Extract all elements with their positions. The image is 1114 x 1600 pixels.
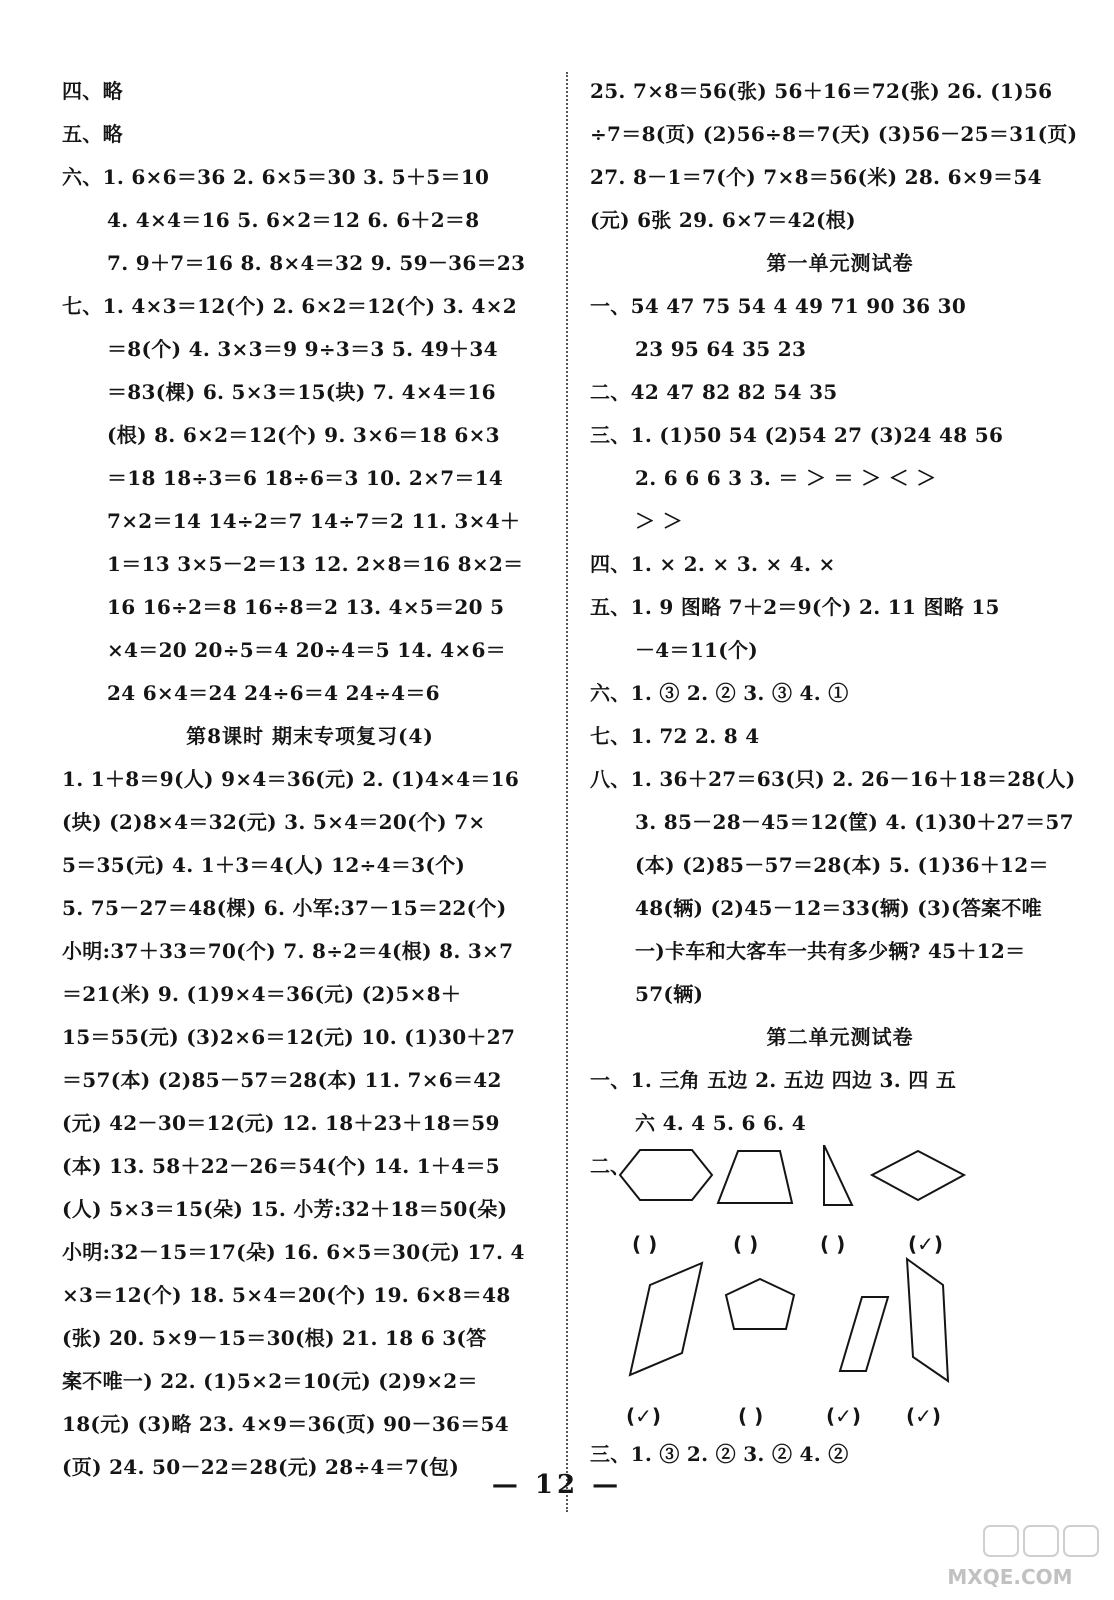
answer-line: 三、1. (1)50 54 (2)54 27 (3)24 48 56 — [590, 423, 1004, 447]
column-divider — [566, 72, 568, 1512]
quadrilateral-shape — [907, 1259, 948, 1381]
answer-line: 57(辆) — [635, 982, 704, 1006]
shapes-figure — [590, 1145, 1090, 1433]
answer-line: (本) 13. 58＋22－26＝54(个) 14. 1＋4＝5 — [62, 1154, 500, 1178]
answer-line: (本) (2)85－57＝28(本) 5. (1)36＋12＝ — [635, 853, 1049, 877]
right-column-top — [590, 70, 1090, 1145]
shape-answer-mark: ( ) — [733, 1232, 759, 1256]
answer-line: 二、42 47 82 82 54 35 — [590, 380, 838, 404]
answer-line: 3. 85－28－45＝12(筐) 4. (1)30＋27＝57 — [635, 810, 1074, 834]
answer-line: ＝21(米) 9. (1)9×4＝36(元) (2)5×8＋ — [62, 982, 462, 1006]
answer-line: 四、略 — [62, 79, 123, 103]
answer-line: (页) 24. 50－22＝28(元) 28÷4＝7(包) — [62, 1455, 460, 1479]
rhombus-shape — [872, 1151, 964, 1200]
shape-answer-mark: ( ) — [738, 1404, 764, 1428]
thin-parallelogram-shape — [840, 1297, 888, 1371]
right-column — [590, 70, 1090, 1476]
answer-line: 八、1. 36＋27＝63(只) 2. 26－16＋18＝28(人) — [590, 767, 1076, 791]
section-title: 第二单元测试卷 — [766, 1025, 914, 1049]
answer-line: 案不唯一) 22. (1)5×2＝10(元) (2)9×2＝ — [62, 1369, 478, 1393]
answer-line: －4＝11(个) — [635, 638, 759, 662]
answer-line: 24 6×4＝24 24÷6＝4 24÷4＝6 — [107, 681, 440, 705]
shape-answer-mark: (✓) — [626, 1404, 662, 1428]
answer-line: (张) 20. 5×9－15＝30(根) 21. 18 6 3(答 — [62, 1326, 487, 1350]
answer-line: ×3＝12(个) 18. 5×4＝20(个) 19. 6×8＝48 — [62, 1283, 511, 1307]
answer-line: 一)卡车和大客车一共有多少辆? 45＋12＝ — [635, 939, 1026, 963]
hexagon-shape — [620, 1150, 712, 1200]
answer-line: (元) 42－30＝12(元) 12. 18＋23＋18＝59 — [62, 1111, 500, 1135]
answer-line: 4. 4×4＝16 5. 6×2＝12 6. 6＋2＝8 — [107, 208, 480, 232]
answer-line: 七、1. 4×3＝12(个) 2. 6×2＝12(个) 3. 4×2 — [62, 294, 517, 318]
answer-line: ×4＝20 20÷5＝4 20÷4＝5 14. 4×6＝ — [107, 638, 506, 662]
answer-line: 48(辆) (2)45－12＝33(辆) (3)(答案不唯 — [635, 896, 1042, 920]
answer-line: (根) 8. 6×2＝12(个) 9. 3×6＝18 6×3 — [107, 423, 500, 447]
answer-line: ＝57(本) (2)85－57＝28(本) 11. 7×6＝42 — [62, 1068, 502, 1092]
answer-line: 三、1. ③ 2. ② 3. ② 4. ② — [590, 1442, 849, 1466]
shapes-question — [590, 1145, 1090, 1433]
answer-line: 六、1. ③ 2. ② 3. ③ 4. ① — [590, 681, 849, 705]
answer-line: ＞ ＞ — [635, 509, 683, 533]
left-column — [62, 70, 558, 1489]
shape-answer-mark: (✓) — [906, 1404, 942, 1428]
answer-line: 一、54 47 75 54 4 49 71 90 36 30 — [590, 294, 967, 318]
parallelogram-shape — [630, 1263, 702, 1375]
answer-line: ＝83(棵) 6. 5×3＝15(块) 7. 4×4＝16 — [107, 380, 496, 404]
answer-line: 7×2＝14 14÷2＝7 14÷7＝2 11. 3×4＋ — [107, 509, 521, 533]
watermark-logo — [914, 1522, 1104, 1592]
section-title: 第一单元测试卷 — [766, 251, 914, 275]
triangle-shape — [824, 1145, 852, 1205]
answer-line: 16 16÷2＝8 16÷8＝2 13. 4×5＝20 5 — [107, 595, 505, 619]
answer-line: 一、1. 三角 五边 2. 五边 四边 3. 四 五 — [590, 1068, 957, 1092]
answer-line: 五、略 — [62, 122, 123, 146]
answer-line: 四、1. × 2. × 3. × 4. × — [590, 552, 836, 576]
answer-line: ÷7＝8(页) (2)56÷8＝7(天) (3)56－25＝31(页) — [590, 122, 1078, 146]
answer-line: ＝18 18÷3＝6 18÷6＝3 10. 2×7＝14 — [107, 466, 504, 490]
answer-line: 七、1. 72 2. 8 4 — [590, 724, 760, 748]
answer-line: (元) 6张 29. 6×7＝42(根) — [590, 208, 856, 232]
shapes-question-number: 二、 — [590, 1154, 630, 1178]
answer-line: ＝8(个) 4. 3×3＝9 9÷3＝3 5. 49＋34 — [107, 337, 498, 361]
answer-line: 7. 9＋7＝16 8. 8×4＝32 9. 59－36＝23 — [107, 251, 526, 275]
shape-answer-mark: ( ) — [632, 1232, 658, 1256]
answer-line: 15＝55(元) (3)2×6＝12(元) 10. (1)30＋27 — [62, 1025, 516, 1049]
answer-line: 2. 6 6 6 3 3. ＝ ＞ ＝ ＞ ＜ ＞ — [635, 466, 937, 490]
answer-line: 1＝13 3×5－2＝13 12. 2×8＝16 8×2＝ — [107, 552, 524, 576]
answer-line: 小明:32－15＝17(朵) 16. 6×5＝30(元) 17. 4 — [62, 1240, 525, 1264]
shape-answer-mark: ( ) — [820, 1232, 846, 1256]
answer-line: 18(元) (3)略 23. 4×9＝36(页) 90－36＝54 — [62, 1412, 509, 1436]
answer-line: 1. 1＋8＝9(人) 9×4＝36(元) 2. (1)4×4＝16 — [62, 767, 520, 791]
answer-line: (人) 5×3＝15(朵) 15. 小芳:32＋18＝50(朵) — [62, 1197, 508, 1221]
answer-line: 27. 8－1＝7(个) 7×8＝56(米) 28. 6×9＝54 — [590, 165, 1042, 189]
answer-line: 5. 75－27＝48(棵) 6. 小军:37－15＝22(个) — [62, 896, 507, 920]
answer-line: 六、1. 6×6＝36 2. 6×5＝30 3. 5＋5＝10 — [62, 165, 490, 189]
shape-answer-mark: (✓) — [908, 1232, 944, 1256]
answer-line: 5＝35(元) 4. 1＋3＝4(人) 12÷4＝3(个) — [62, 853, 466, 877]
answer-line: 23 95 64 35 23 — [635, 337, 807, 361]
shape-answer-mark: (✓) — [826, 1404, 862, 1428]
pentagon-shape — [726, 1279, 794, 1329]
answer-line: (块) (2)8×4＝32(元) 3. 5×4＝20(个) 7× — [62, 810, 486, 834]
trapezoid-shape — [718, 1151, 792, 1203]
answer-line: 五、1. 9 图略 7＋2＝9(个) 2. 11 图略 15 — [590, 595, 1000, 619]
watermark-text: MXQE.COM — [947, 1565, 1073, 1589]
answer-line: 小明:37＋33＝70(个) 7. 8÷2＝4(根) 8. 3×7 — [62, 939, 514, 963]
answer-line: 六 4. 4 5. 6 6. 4 — [635, 1111, 806, 1135]
answer-line: 25. 7×8＝56(张) 56＋16＝72(张) 26. (1)56 — [590, 79, 1053, 103]
section-title: 第8课时 期末专项复习(4) — [186, 724, 434, 748]
page-number: — 12 — — [491, 1470, 623, 1500]
